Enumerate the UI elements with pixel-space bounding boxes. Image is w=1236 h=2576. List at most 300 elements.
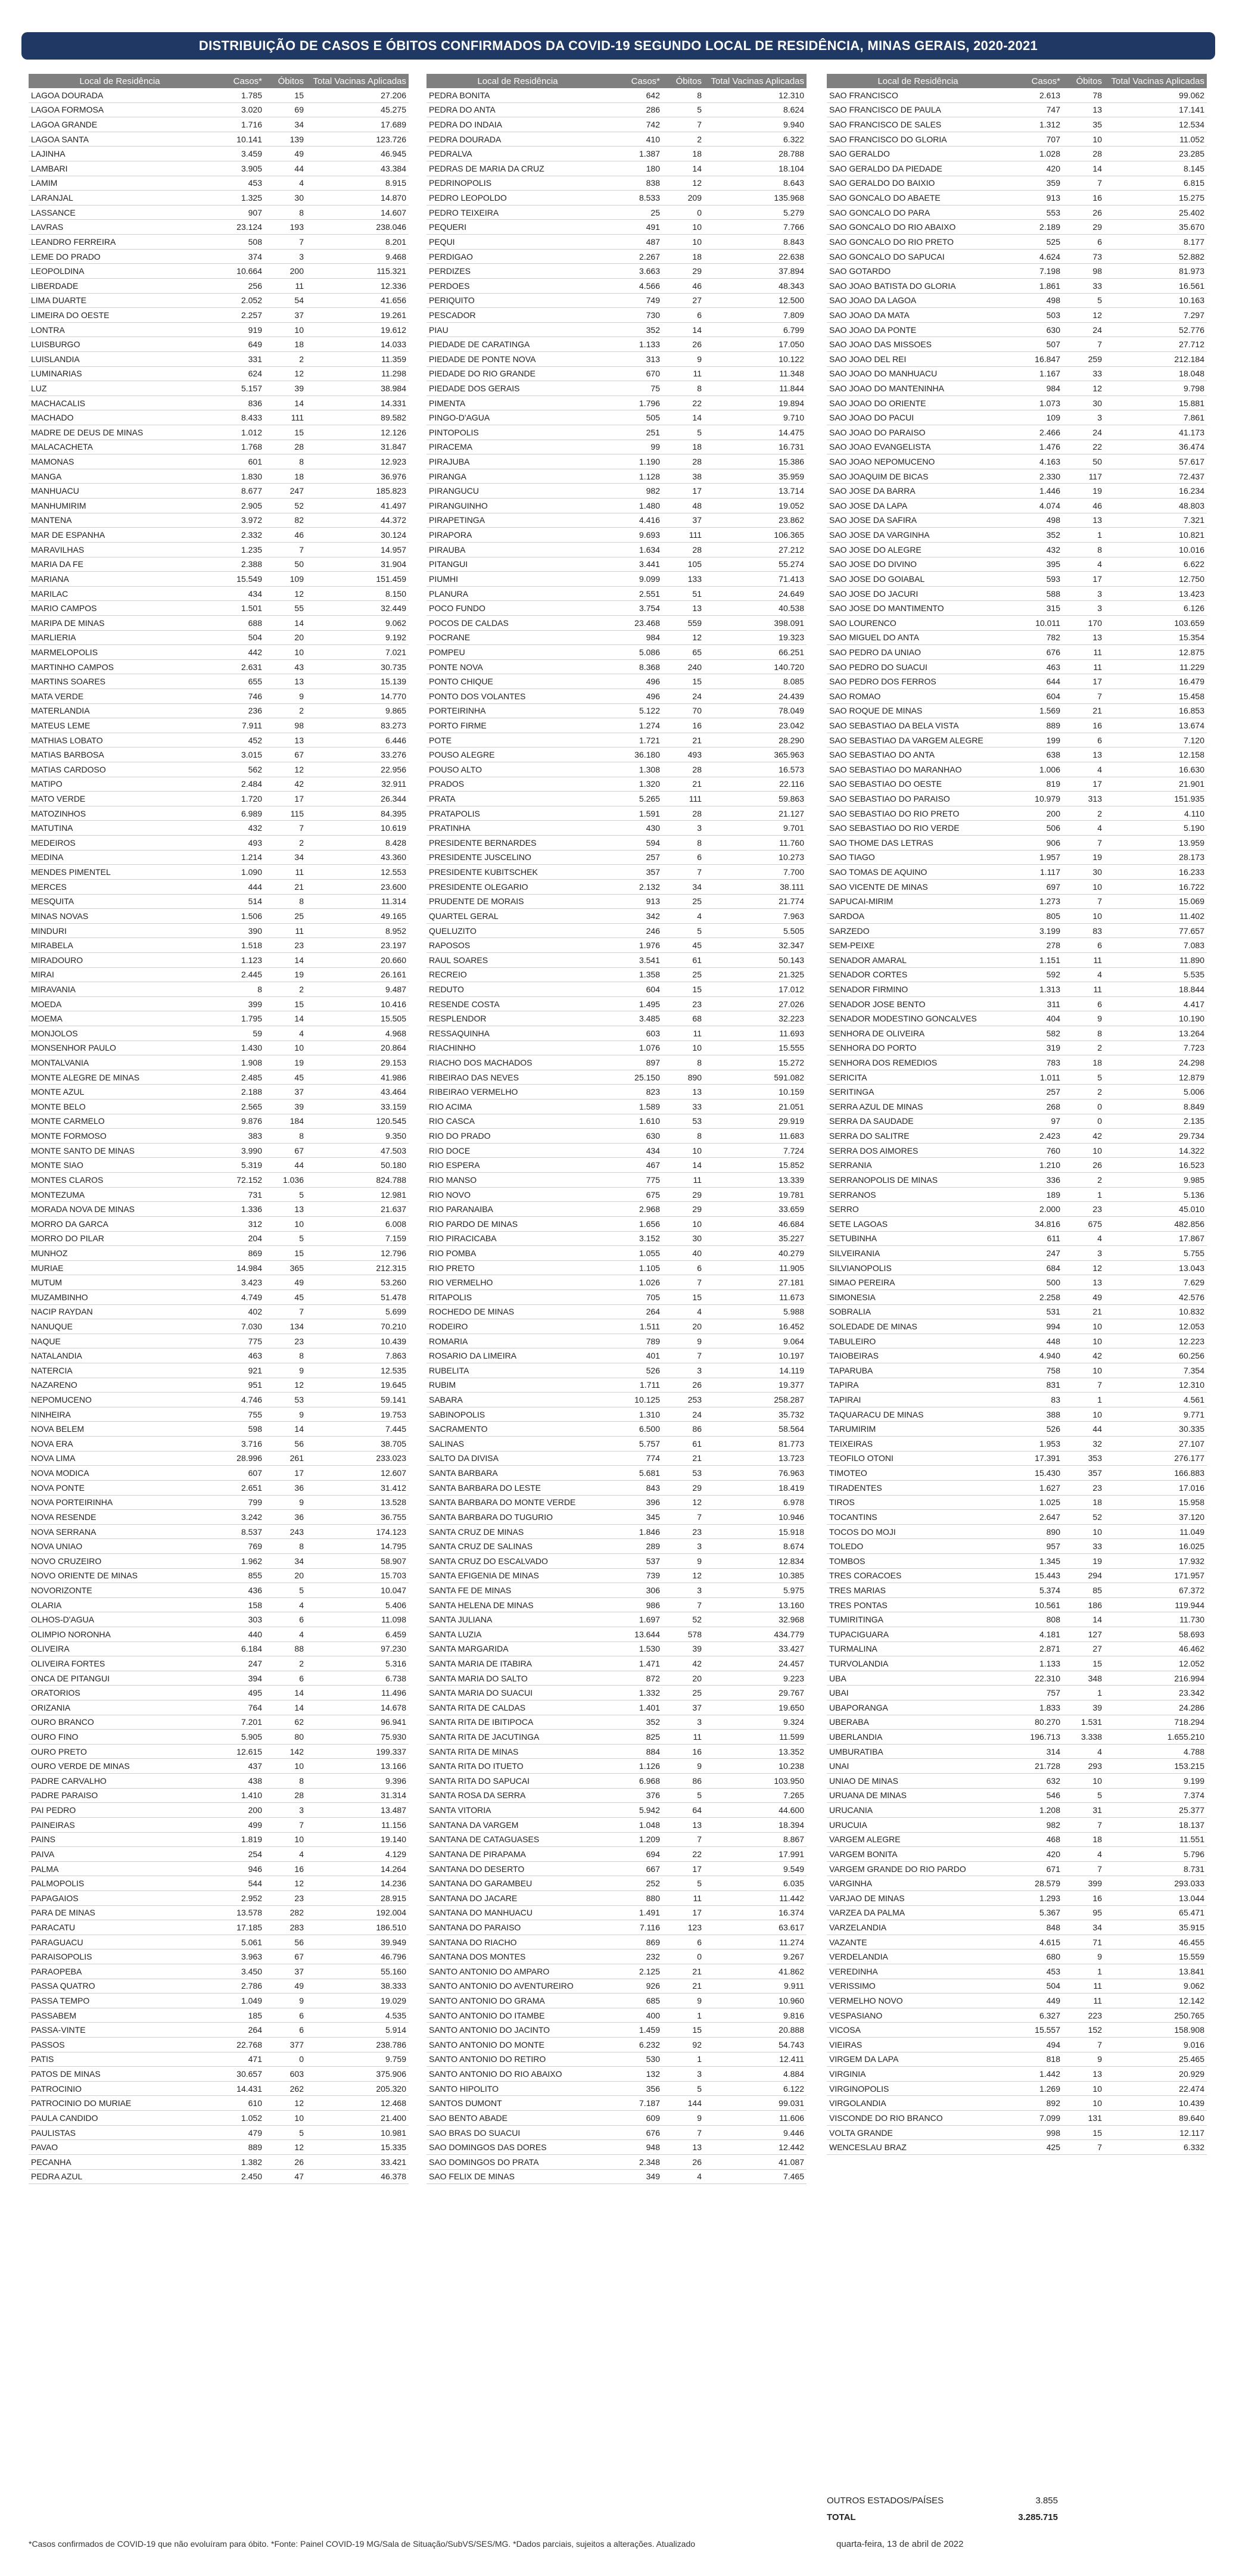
cell-local: SERRA AZUL DE MINAS — [827, 1099, 1009, 1114]
cell-deaths: 10 — [1063, 1407, 1104, 1422]
cell-deaths: 29 — [662, 1202, 704, 1217]
cell-deaths: 18 — [1063, 1495, 1104, 1510]
cell-deaths: 12 — [264, 762, 306, 777]
cell-local: MARIO CAMPOS — [29, 601, 211, 616]
cell-cases: 890 — [1009, 1524, 1063, 1539]
cell-local: SAO GONCALO DO RIO PRETO — [827, 235, 1009, 250]
cell-deaths: 42 — [264, 777, 306, 792]
cell-local: PIRANGUCU — [426, 484, 609, 499]
cell-local: PIRAPORA — [426, 528, 609, 543]
cell-vaccines: 71.413 — [704, 572, 807, 587]
cell-vaccines: 17.016 — [1104, 1480, 1207, 1495]
cell-vaccines: 65.471 — [1104, 1905, 1207, 1920]
cell-deaths: 26 — [662, 2154, 704, 2169]
cell-cases: 604 — [609, 982, 662, 997]
cell-deaths: 6 — [1063, 938, 1104, 953]
cell-deaths: 56 — [264, 1935, 306, 1949]
cell-local: SANTA MARIA DO SUACUI — [426, 1686, 609, 1700]
cell-deaths: 19 — [1063, 484, 1104, 499]
cell-deaths: 9 — [662, 1334, 704, 1348]
cell-deaths: 193 — [264, 220, 306, 235]
cell-local: OURO BRANCO — [29, 1715, 211, 1730]
table-row — [29, 1304, 409, 1319]
cell-local: SAO SEBASTIAO DA BELA VISTA — [827, 718, 1009, 733]
table-row — [426, 1158, 807, 1173]
cell-cases: 2.871 — [1009, 1641, 1063, 1656]
cell-cases: 204 — [211, 1231, 264, 1246]
table-row — [827, 1641, 1207, 1656]
cell-local: MONTES CLAROS — [29, 1173, 211, 1188]
cell-local: SERRANOPOLIS DE MINAS — [827, 1173, 1009, 1188]
cell-local: ROMARIA — [426, 1334, 609, 1348]
cell-cases: 503 — [1009, 308, 1063, 323]
cell-deaths: 3 — [662, 1363, 704, 1378]
table-row — [827, 542, 1207, 557]
table-row — [426, 102, 807, 117]
table-row — [827, 1495, 1207, 1510]
table-row — [29, 1700, 409, 1715]
cell-deaths: 7 — [662, 865, 704, 880]
cell-local: UBAI — [827, 1686, 1009, 1700]
table-row — [827, 601, 1207, 616]
cell-cases: 1.273 — [1009, 894, 1063, 909]
cell-cases: 7.187 — [609, 2096, 662, 2111]
cell-local: PIAU — [426, 322, 609, 337]
cell-vaccines: 16.561 — [1104, 278, 1207, 293]
cell-deaths: 2 — [264, 1656, 306, 1671]
cell-local: NOVA MODICA — [29, 1466, 211, 1481]
cell-local: QUARTEL GERAL — [426, 909, 609, 924]
cell-cases: 22.310 — [1009, 1671, 1063, 1686]
cases-table — [426, 74, 807, 2184]
table-row — [426, 1583, 807, 1598]
cell-vaccines: 17.012 — [704, 982, 807, 997]
table-row — [827, 1993, 1207, 2008]
cell-vaccines: 44.600 — [704, 1803, 807, 1818]
cell-local: SANTA RITA DO SAPUCAI — [426, 1774, 609, 1789]
cell-deaths: 28 — [662, 454, 704, 469]
cell-local: SEM-PEIXE — [827, 938, 1009, 953]
cell-vaccines: 46.455 — [1104, 1935, 1207, 1949]
cell-deaths: 3 — [264, 1803, 306, 1818]
cell-deaths: 20 — [662, 1319, 704, 1334]
header-cases: Casos* — [609, 74, 662, 88]
cell-deaths: 65 — [662, 645, 704, 660]
table-row — [426, 1715, 807, 1730]
cell-cases: 705 — [609, 1289, 662, 1304]
cell-cases: 1.073 — [1009, 395, 1063, 410]
cell-local: VOLTA GRANDE — [827, 2125, 1009, 2140]
table-row — [426, 351, 807, 366]
cell-vaccines: 19.261 — [306, 308, 409, 323]
cell-local: SAO JOAO DA LAGOA — [827, 293, 1009, 308]
cell-local: PALMOPOLIS — [29, 1876, 211, 1891]
cell-local: SENHORA DO PORTO — [827, 1041, 1009, 1055]
cell-cases: 588 — [1009, 586, 1063, 601]
cell-cases: 2.485 — [211, 1070, 264, 1085]
cell-vaccines: 13.723 — [704, 1451, 807, 1466]
cell-cases: 6.500 — [609, 1422, 662, 1437]
cell-cases: 14.431 — [211, 2081, 264, 2096]
cell-local: SERRA DO SALITRE — [827, 1129, 1009, 1144]
table-row — [426, 806, 807, 821]
cell-deaths: 40 — [662, 1246, 704, 1261]
cell-local: SANTANA DO GARAMBEU — [426, 1876, 609, 1891]
cell-vaccines: 6.122 — [704, 2081, 807, 2096]
cell-local: MATHIAS LOBATO — [29, 733, 211, 747]
cell-local: MATEUS LEME — [29, 718, 211, 733]
table-row — [426, 2067, 807, 2082]
cell-vaccines: 99.031 — [704, 2096, 807, 2111]
cell-cases: 13.644 — [609, 1627, 662, 1641]
cell-vaccines: 7.120 — [1104, 733, 1207, 747]
cell-cases: 303 — [211, 1612, 264, 1627]
cell-deaths: 578 — [662, 1627, 704, 1641]
cell-cases: 624 — [211, 366, 264, 381]
table-row — [29, 1876, 409, 1891]
cell-cases: 1.382 — [211, 2154, 264, 2169]
table-row — [827, 865, 1207, 880]
cell-deaths: 92 — [662, 2038, 704, 2052]
cell-cases: 1.049 — [211, 1993, 264, 2008]
cell-local: PAULA CANDIDO — [29, 2111, 211, 2126]
cell-cases: 1.720 — [211, 792, 264, 806]
cell-vaccines: 11.348 — [704, 366, 807, 381]
cell-deaths: 399 — [1063, 1876, 1104, 1891]
cell-deaths: 22 — [662, 1847, 704, 1862]
cell-cases: 1.090 — [211, 865, 264, 880]
table-row — [827, 1890, 1207, 1905]
cell-local: SENADOR MODESTINO GONCALVES — [827, 1011, 1009, 1026]
cell-vaccines: 14.236 — [306, 1876, 409, 1891]
table-row — [426, 967, 807, 982]
cell-deaths: 7 — [662, 1832, 704, 1847]
table-row — [426, 1656, 807, 1671]
cell-vaccines: 9.710 — [704, 410, 807, 425]
table-row — [426, 1348, 807, 1363]
cell-vaccines: 591.082 — [704, 1070, 807, 1085]
cell-local: SANTO HIPOLITO — [426, 2081, 609, 2096]
cell-cases: 1.908 — [211, 1055, 264, 1070]
cell-cases: 758 — [1009, 1363, 1063, 1378]
cell-vaccines: 72.437 — [1104, 469, 1207, 484]
cell-vaccines: 15.505 — [306, 1011, 409, 1026]
cell-cases: 4.624 — [1009, 249, 1063, 264]
cell-deaths: 11 — [662, 1890, 704, 1905]
cell-vaccines: 33.427 — [704, 1641, 807, 1656]
cell-cases: 1.697 — [609, 1612, 662, 1627]
table-row — [827, 132, 1207, 147]
cell-local: MEDINA — [29, 850, 211, 865]
table-row — [827, 1011, 1207, 1026]
cell-local: MONTE FORMOSO — [29, 1129, 211, 1144]
cell-vaccines: 96.941 — [306, 1715, 409, 1730]
cell-local: RITAPOLIS — [426, 1289, 609, 1304]
cell-local: MAMONAS — [29, 454, 211, 469]
cell-local: MANHUACU — [29, 484, 211, 499]
cell-cases: 632 — [1009, 1774, 1063, 1789]
cell-cases: 311 — [1009, 996, 1063, 1011]
cell-vaccines: 19.377 — [704, 1378, 807, 1393]
table-row — [29, 1129, 409, 1144]
table-row — [29, 1231, 409, 1246]
cell-cases: 434 — [211, 586, 264, 601]
table-row — [29, 2154, 409, 2169]
table-row — [426, 1671, 807, 1686]
table-row — [29, 528, 409, 543]
cell-cases: 749 — [609, 293, 662, 308]
table-row — [827, 395, 1207, 410]
cell-cases: 7.116 — [609, 1920, 662, 1935]
cell-local: RAPOSOS — [426, 938, 609, 953]
cell-local: PARAOPEBA — [29, 1964, 211, 1979]
cell-vaccines: 11.229 — [1104, 659, 1207, 674]
cell-cases: 376 — [609, 1788, 662, 1803]
cell-deaths: 3 — [662, 1583, 704, 1598]
cell-cases: 611 — [1009, 1231, 1063, 1246]
cell-vaccines: 43.464 — [306, 1085, 409, 1099]
cell-cases: 314 — [1009, 1744, 1063, 1759]
table-row — [426, 1085, 807, 1099]
table-row — [426, 572, 807, 587]
cell-vaccines: 11.314 — [306, 894, 409, 909]
cell-local: PEDRO LEOPOLDO — [426, 191, 609, 205]
cell-cases: 452 — [211, 733, 264, 747]
cell-vaccines: 9.064 — [704, 1334, 807, 1348]
table-row — [827, 454, 1207, 469]
header-local: Local de Residência — [29, 74, 211, 88]
cell-local: SAO JOSE DA LAPA — [827, 499, 1009, 513]
cell-local: VARZEA DA PALMA — [827, 1905, 1009, 1920]
cell-deaths: 5 — [1063, 1070, 1104, 1085]
cell-vaccines: 5.699 — [306, 1304, 409, 1319]
cell-cases: 25.150 — [609, 1070, 662, 1085]
cell-local: MARIA DA FE — [29, 557, 211, 572]
cell-local: MARILAC — [29, 586, 211, 601]
cell-vaccines: 16.234 — [1104, 484, 1207, 499]
cell-vaccines: 5.190 — [1104, 821, 1207, 836]
cell-deaths: 209 — [662, 191, 704, 205]
cell-cases: 5.319 — [211, 1158, 264, 1173]
cell-deaths: 3 — [662, 1715, 704, 1730]
cell-vaccines: 12.158 — [1104, 747, 1207, 762]
cell-deaths: 52 — [264, 499, 306, 513]
table-row — [426, 484, 807, 499]
cell-local: VERMELHO NOVO — [827, 1993, 1009, 2008]
table-row — [426, 850, 807, 865]
table-row — [426, 1817, 807, 1832]
cell-local: MONTE SIAO — [29, 1158, 211, 1173]
cell-vaccines: 19.894 — [704, 395, 807, 410]
cell-deaths: 10 — [662, 1216, 704, 1231]
cell-vaccines: 9.062 — [306, 615, 409, 630]
cell-deaths: 15 — [264, 425, 306, 440]
cell-vaccines: 55.274 — [704, 557, 807, 572]
cell-cases: 3.441 — [609, 557, 662, 572]
cell-cases: 10.011 — [1009, 615, 1063, 630]
cell-vaccines: 8.731 — [1104, 1861, 1207, 1876]
cell-vaccines: 97.230 — [306, 1641, 409, 1656]
cell-deaths: 33 — [1063, 366, 1104, 381]
cell-local: UNIAO DE MINAS — [827, 1774, 1009, 1789]
table-row — [827, 1085, 1207, 1099]
cell-cases: 2.000 — [1009, 1202, 1063, 1217]
cell-cases: 2.445 — [211, 967, 264, 982]
cell-deaths: 16 — [662, 1744, 704, 1759]
cell-local: SAO JOAO DA MATA — [827, 308, 1009, 323]
cell-cases: 5.265 — [609, 792, 662, 806]
cell-cases: 531 — [1009, 1304, 1063, 1319]
cell-vaccines: 4.884 — [704, 2067, 807, 2082]
cell-cases: 8.433 — [211, 410, 264, 425]
cell-deaths: 67 — [264, 747, 306, 762]
cell-cases: 818 — [1009, 2052, 1063, 2067]
cell-local: LAVRAS — [29, 220, 211, 235]
cell-vaccines: 16.452 — [704, 1319, 807, 1334]
table-row — [29, 88, 409, 102]
cell-deaths: 105 — [662, 557, 704, 572]
cell-cases: 831 — [1009, 1378, 1063, 1393]
cell-cases: 1.293 — [1009, 1890, 1063, 1905]
table-row — [29, 1539, 409, 1554]
cell-cases: 75 — [609, 381, 662, 396]
table-column-3 — [827, 74, 1207, 2155]
cell-deaths: 67 — [264, 1143, 306, 1158]
table-row — [426, 1011, 807, 1026]
cell-vaccines: 12.142 — [1104, 1993, 1207, 2008]
cell-cases: 676 — [1009, 645, 1063, 660]
cell-vaccines: 13.528 — [306, 1495, 409, 1510]
cell-vaccines: 106.365 — [704, 528, 807, 543]
cell-local: TIMOTEO — [827, 1466, 1009, 1481]
cell-vaccines: 21.400 — [306, 2111, 409, 2126]
cell-vaccines: 212.184 — [1104, 351, 1207, 366]
cell-local: SERRO — [827, 1202, 1009, 1217]
cell-deaths: 14 — [264, 615, 306, 630]
cell-cases: 1.151 — [1009, 952, 1063, 967]
cell-vaccines: 32.968 — [704, 1612, 807, 1627]
cell-local: PADRE PARAISO — [29, 1788, 211, 1803]
cell-vaccines: 9.759 — [306, 2052, 409, 2067]
cell-local: SERRANIA — [827, 1158, 1009, 1173]
cell-local: TAPIRA — [827, 1378, 1009, 1393]
cell-local: SAO SEBASTIAO DA VARGEM ALEGRE — [827, 733, 1009, 747]
cell-deaths: 8 — [264, 1348, 306, 1363]
cell-deaths: 8 — [264, 454, 306, 469]
cell-deaths: 5 — [1063, 293, 1104, 308]
cell-deaths: 24 — [1063, 425, 1104, 440]
cell-local: SAO FRANCISCO — [827, 88, 1009, 102]
table-row — [426, 278, 807, 293]
table-row — [426, 410, 807, 425]
table-row — [29, 293, 409, 308]
cell-cases: 906 — [1009, 836, 1063, 851]
table-row — [426, 1143, 807, 1158]
cell-local: MONTE AZUL — [29, 1085, 211, 1099]
other-states-label: OUTROS ESTADOS/PAÍSES — [827, 2495, 944, 2506]
cell-local: MANGA — [29, 469, 211, 484]
cell-deaths: 12 — [662, 1568, 704, 1583]
cell-deaths: 675 — [1063, 1216, 1104, 1231]
cell-local: LAGOA FORMOSA — [29, 102, 211, 117]
cell-vaccines: 17.932 — [1104, 1553, 1207, 1568]
table-row — [827, 528, 1207, 543]
cell-vaccines: 12.126 — [306, 425, 409, 440]
cell-local: PIEDADE DE PONTE NOVA — [426, 351, 609, 366]
cell-cases: 498 — [1009, 293, 1063, 308]
cell-deaths: 2 — [1063, 806, 1104, 821]
cell-vaccines: 7.021 — [306, 645, 409, 660]
cell-cases: 2.267 — [609, 249, 662, 264]
table-row — [426, 909, 807, 924]
cell-deaths: 10 — [264, 1832, 306, 1847]
table-row — [426, 1451, 807, 1466]
cell-local: RIACHINHO — [426, 1041, 609, 1055]
cell-deaths: 28 — [264, 1788, 306, 1803]
cell-cases: 3.541 — [609, 952, 662, 967]
cell-cases: 819 — [1009, 777, 1063, 792]
cell-cases: 22.768 — [211, 2038, 264, 2052]
cell-deaths: 8 — [264, 205, 306, 220]
cell-local: PITANGUI — [426, 557, 609, 572]
cell-vaccines: 7.863 — [306, 1348, 409, 1363]
table-row — [29, 1495, 409, 1510]
cell-local: ROCHEDO DE MINAS — [426, 1304, 609, 1319]
table-row — [29, 1055, 409, 1070]
cell-cases: 10.125 — [609, 1393, 662, 1407]
table-row — [29, 703, 409, 718]
cell-deaths: 53 — [662, 1114, 704, 1129]
cell-cases: 28.579 — [1009, 1876, 1063, 1891]
table-row — [29, 235, 409, 250]
cell-cases: 8.677 — [211, 484, 264, 499]
table-row — [29, 1187, 409, 1202]
cell-cases: 897 — [609, 1055, 662, 1070]
cell-vaccines: 49.165 — [306, 909, 409, 924]
cell-vaccines: 11.359 — [306, 351, 409, 366]
cell-cases: 23.124 — [211, 220, 264, 235]
cell-deaths: 23 — [662, 996, 704, 1011]
table-row — [426, 1055, 807, 1070]
cell-local: LEANDRO FERREIRA — [29, 235, 211, 250]
table-row — [29, 425, 409, 440]
cell-cases: 694 — [609, 1847, 662, 1862]
cell-cases: 16.847 — [1009, 351, 1063, 366]
cell-deaths: 24 — [662, 1407, 704, 1422]
cell-vaccines: 15.918 — [704, 1524, 807, 1539]
cell-local: LIBERDADE — [29, 278, 211, 293]
table-row — [827, 1363, 1207, 1378]
cell-deaths: 9 — [662, 351, 704, 366]
cell-vaccines: 293.033 — [1104, 1876, 1207, 1891]
cell-cases: 2.258 — [1009, 1289, 1063, 1304]
cell-local: MESQUITA — [29, 894, 211, 909]
cell-local: SAO FRANCISCO DO GLORIA — [827, 132, 1009, 147]
cell-vaccines: 16.573 — [704, 762, 807, 777]
cell-deaths: 10 — [264, 1041, 306, 1055]
cell-vaccines: 31.412 — [306, 1480, 409, 1495]
cell-local: SAO JOSE DA SAFIRA — [827, 513, 1009, 528]
cell-cases: 8.537 — [211, 1524, 264, 1539]
cell-cases: 2.257 — [211, 308, 264, 323]
table-row — [29, 395, 409, 410]
cell-cases: 500 — [1009, 1275, 1063, 1290]
cell-deaths: 53 — [662, 1466, 704, 1481]
cell-local: MATO VERDE — [29, 792, 211, 806]
table-row — [426, 1539, 807, 1554]
cell-cases: 1.957 — [1009, 850, 1063, 865]
cell-local: RAUL SOARES — [426, 952, 609, 967]
